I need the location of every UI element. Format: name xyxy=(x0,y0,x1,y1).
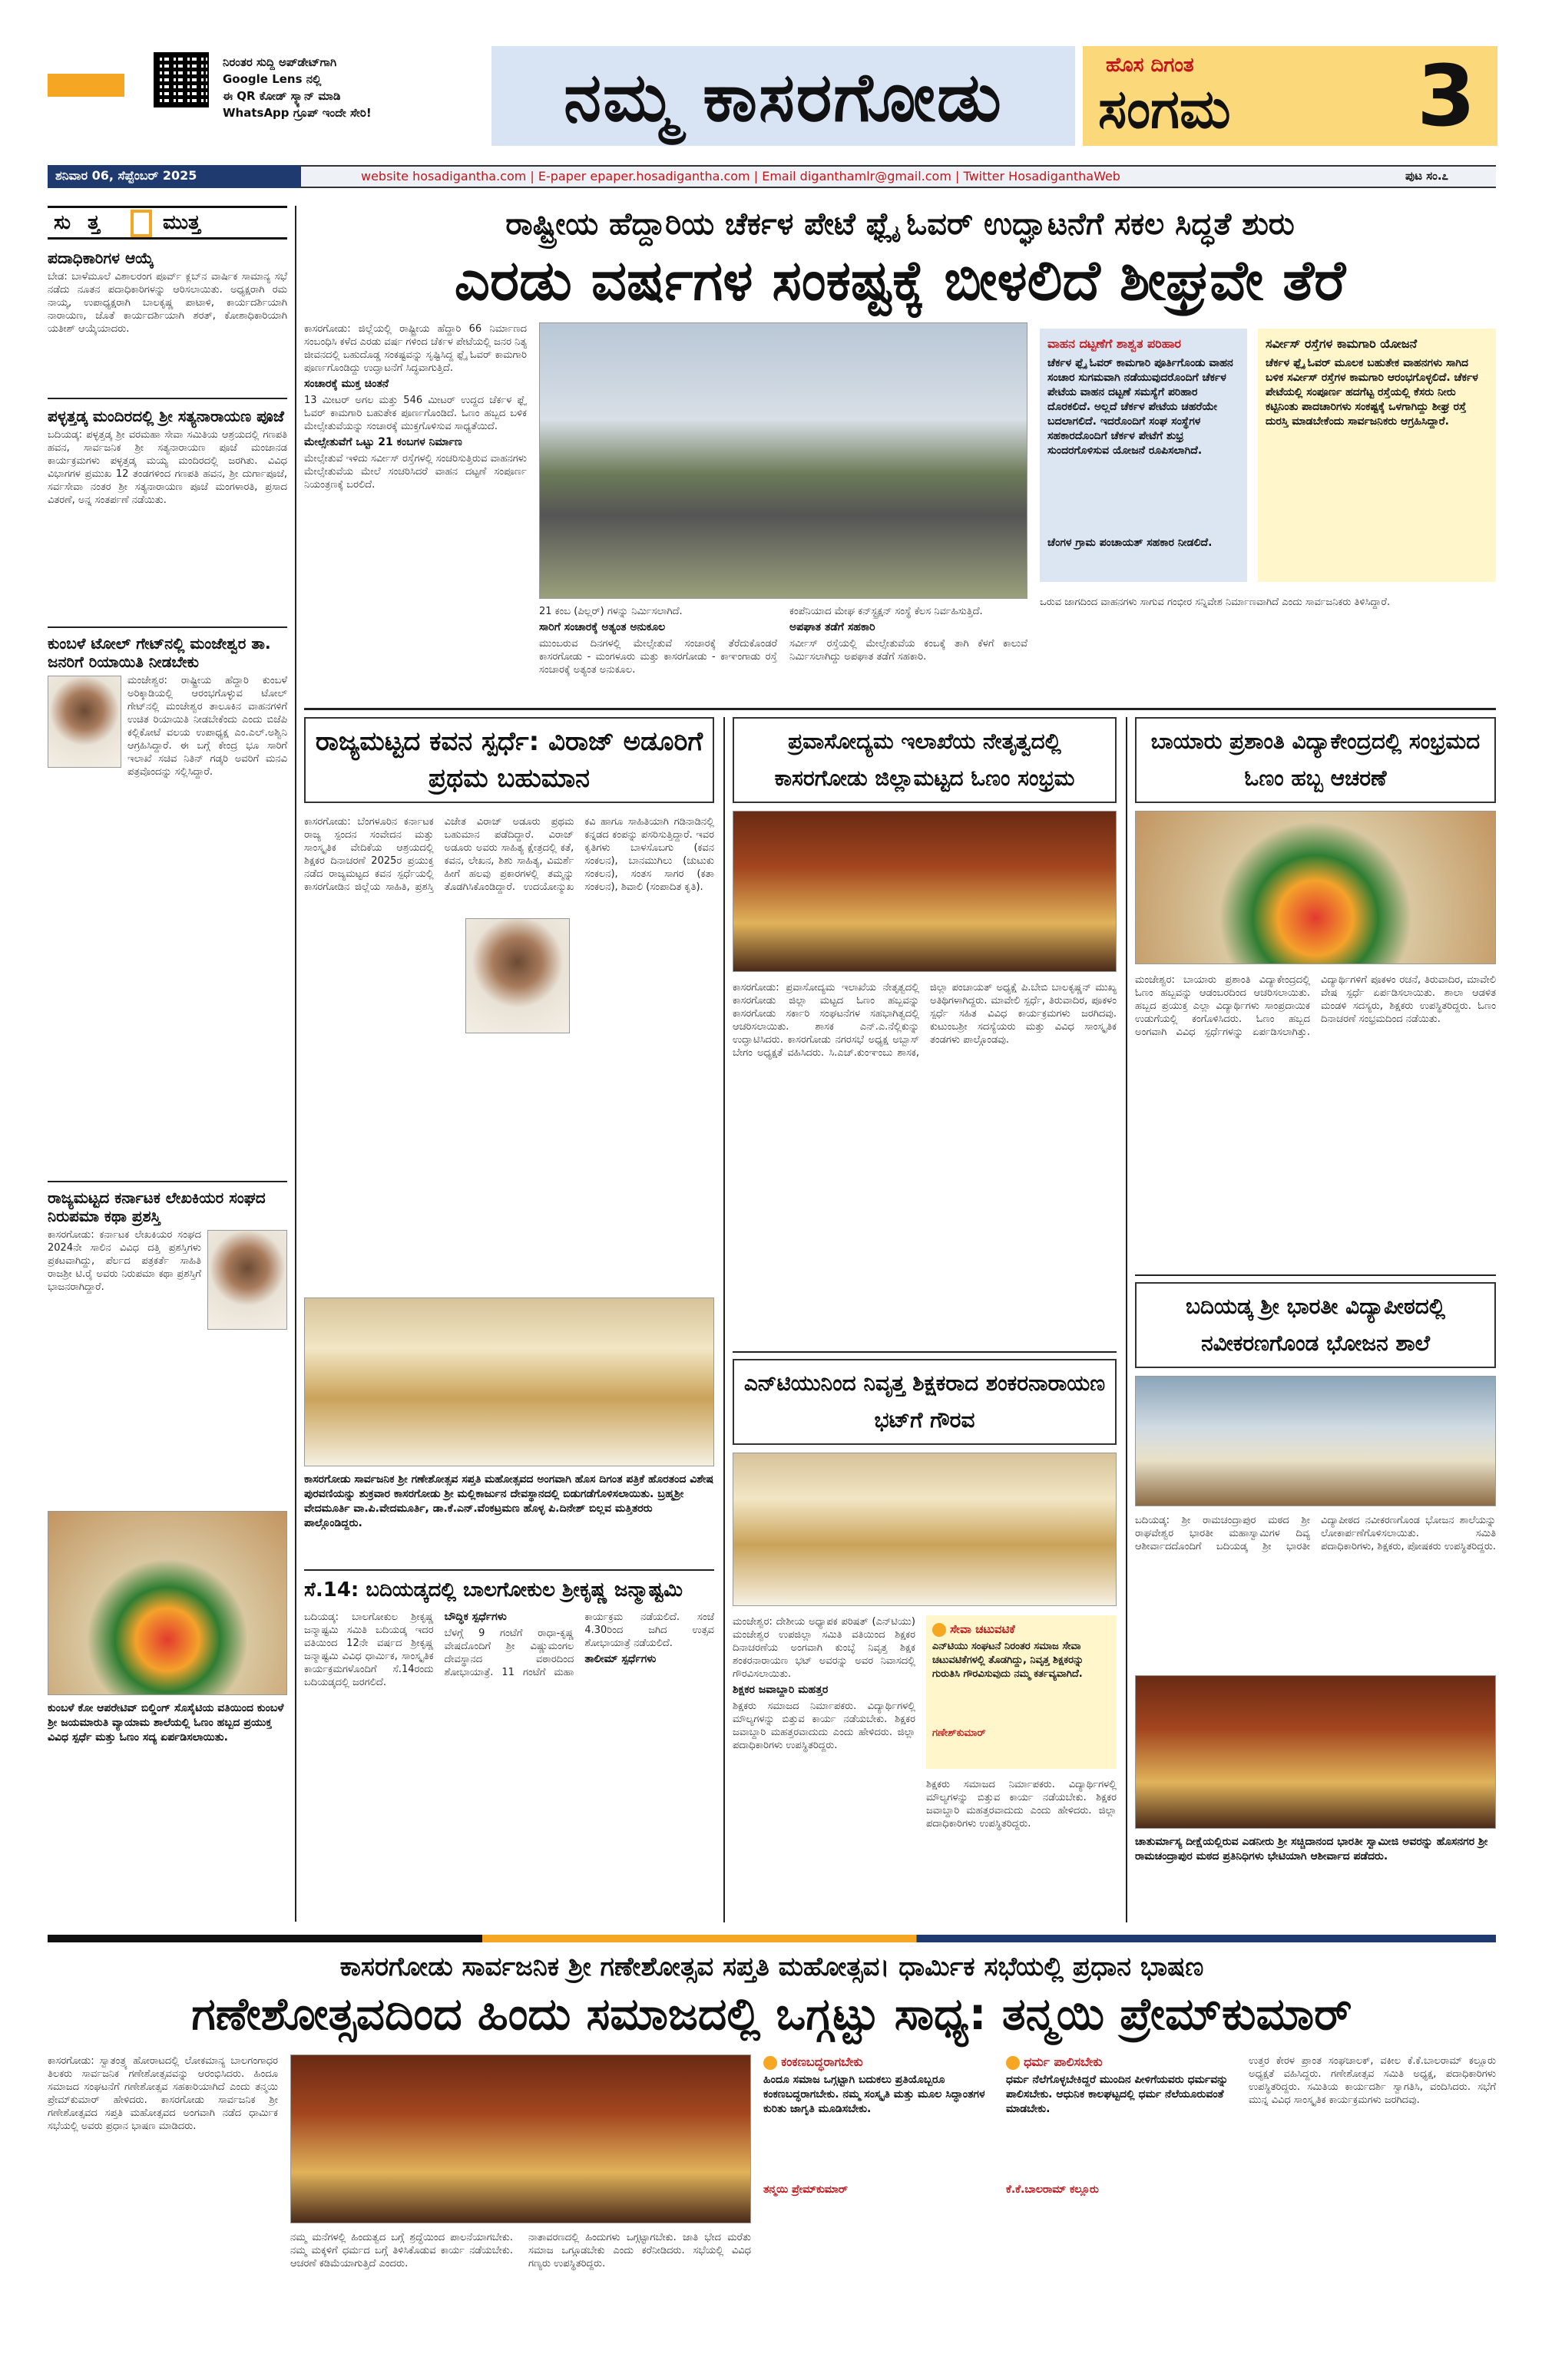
swamiji-photo xyxy=(1135,1675,1496,1829)
ntu-photo xyxy=(733,1453,1117,1606)
sidebar-title-mid: ತ್ತ xyxy=(88,211,100,234)
sidebar xyxy=(48,206,287,2094)
info-box-body: ಚೆರ್ಕಳ ಫ್ಲೈ ಓವರ್ ಮೂಲಕ ಬಹುತೇಕ ವಾಹನಗಳು ಸಾಗಿದ ಬಳಿಕ ಸರ್ವೀಸ್ ರಸ್ತೆಗಳ ಕಾಮಗಾರಿ ಆರಂಭಗೊಳ್ಳಲಿದೆ. ಚೆರ್ಕಳ ಪೇಟೆಯಲ್ಲಿ ಸಂಪೂರ್ಣ ಹದಗೆಟ್ಟ ರಸ್ತೆಯಲ್ಲಿ ಕೆಸರು ನೀರು ಕಟ್ಟಿನಿಂತು ಪಾದಚಾರಿಗಳು ಸಂಕಷ್ಟಕ್ಕೆ ಒಳಗಾಗಿದ್ದು ಶೀಘ್ರ ರಸ್ತೆ ದುರಸ್ತಿ ಮಾಡಬೇಕೆಂದು ಸಾರ್ವಜನಿಕರು ಆಗ್ರಹಿಸಿದ್ದಾರೆ. xyxy=(1266,357,1478,428)
sidebar-photo xyxy=(48,1511,287,1695)
brand-big: ಸಂಗಮ xyxy=(1098,78,1231,140)
story-body: ಬದಿಯಡ್ಕ: ಶ್ರೀ ರಾಮಚಂದ್ರಾಪುರ ಮಠದ ಶ್ರೀ ರಾಘವೇಶ್ವರ ಭಾರತೀ ಮಹಾಸ್ವಾಮಿಗಳ ದಿವ್ಯ ಆಶೀರ್ವಾದದೊಂದಿಗೆ ಬದಿಯಡ್ಕ ಶ್ರೀ ಭಾರತೀ ವಿದ್ಯಾಪೀಠದ ನವೀಕರಣಗೊಂಡ ಭೋಜನ ಶಾಲೆಯನ್ನು ಲೋಕಾರ್ಪಣೆಗೊಳಿಸಲಾಯಿತು. ಸಮಿತಿ ಪದಾಧಿಕಾರಿಗಳು, ಶಿಕ್ಷಕರು, ಪೋಷಕರು ಉಪಸ್ಥಿತರಿದ್ದರು. xyxy=(1135,1515,1496,1552)
lead-subhead: ಸಂಚಾರಕ್ಕೆ ಮುಕ್ತ ಚಿಂತನೆ xyxy=(304,378,389,390)
sidebar-item xyxy=(48,407,287,628)
story-headline: ಎನ್‌ಟಿಯುನಿಂದ ನಿವೃತ್ತ ಶಿಕ್ಷಕರಾದ ಶಂಕರನಾರಾಯಣ ಭಟ್‌ಗೆ ಗೌರವ xyxy=(743,1370,1106,1433)
story-subhead: ಶಿಕ್ಷಕರ ಜವಾಬ್ದಾರಿ ಮಹತ್ತರ xyxy=(733,1684,829,1696)
speaker-photo xyxy=(290,2054,751,2223)
bottom-headline: ಗಣೇಶೋತ್ಸವದಿಂದ ಹಿಂದು ಸಮಾಜದಲ್ಲಿ ಒಗ್ಗಟ್ಟು ಸಾಧ್ಯ: ತನ್ಮಯಿ ಪ್ರೇಮ್‌ಕುಮಾರ್ xyxy=(191,1988,1352,2040)
contact-links[interactable]: website hosadigantha.com | E-paper epaper.hosadigantha.com | Email diganthamlr@gmail.com | Twitter HosadiganthaWeb xyxy=(361,169,1120,183)
lead-subhead: ಮೇಲ್ಸೇತುವೆಗೆ ಒಟ್ಟು 21 ಕಂಬಗಳ ನಿರ್ಮಾಣ xyxy=(304,436,462,448)
sidebar-item xyxy=(48,1188,287,1512)
info-box-sign: ಚೆಂಗಳ ಗ್ರಾಮ ಪಂಚಾಯತ್ ಸಹಕಾರ ನೀಡಲಿದೆ. xyxy=(1047,537,1213,549)
sidebar-title xyxy=(48,206,287,240)
info-box-head: ವಾಹನ ದಟ್ಟಣೆಗೆ ಶಾಶ್ವತ ಪರಿಹಾರ xyxy=(1047,336,1181,351)
story-body xyxy=(733,1615,915,1915)
brand-small: ಹೊಸ ದಿಗಂತ xyxy=(1106,54,1194,77)
lead-body: ಮುಂಬರುವ ದಿನಗಳಲ್ಲಿ ಮೇಲ್ಸೇತುವೆ ಸಂಚಾರಕ್ಕೆ ತೆರೆದುಕೊಂಡರೆ ಕಾಸರಗೋಡು - ಮಂಗಳೂರು ಮತ್ತು ಕಾಸರಗೋಡು - ಕಾಞಂಗಾಡು ರಸ್ತೆ ಸಂಚಾರಕ್ಕೆ ಅತ್ಯಂತ ಅನುಕೂಲ. xyxy=(539,638,777,676)
sidebar-item-head: ಕುಂಬಳೆ ಟೋಲ್ ಗೇಟ್‌ನಲ್ಲಿ ಮಂಜೇಶ್ವರ ತಾ. ಜನರಿಗೆ ರಿಯಾಯಿತಿ ನೀಡಬೇಕು xyxy=(48,634,271,671)
sidebar-item-body: ಮಂಜೇಶ್ವರ: ರಾಷ್ಟ್ರೀಯ ಹೆದ್ದಾರಿ ಕುಂಬಳೆ ಅರಿಕ್ಕಾಡಿಯಲ್ಲಿ ಆರಂಭಗೊಳ್ಳುವ ಟೋಲ್ ಗೇಟ್‌ನಲ್ಲಿ ಮಂಜೇಶ್ವರ ತಾಲೂಕಿನ ವಾಹನಗಳಿಗೆ ಉಚಿತ ರಿಯಾಯಿತಿ ನೀಡಬೇಕೆಂದು ಎಂದು ಬಿಜೆಪಿ ಕಲ್ಲಿಕೋಟೆ ವಲಯ ಉಪಾಧ್ಯಕ್ಷ ಎಂ.ಎಲ್.ಅಶ್ವಿನಿ ಆಗ್ರಹಿಸಿದ್ದಾರೆ. ಈ ಬಗ್ಗೆ ಕೇಂದ್ರ ಭೂ ಸಾರಿಗೆ ಇಲಾಖೆ ಸಚಿವ ನಿತಿನ್ ಗಡ್ಕರಿ ಅವರಿಗೆ ಮನವಿ ಪತ್ರವೊಂದನ್ನು ಸಲ್ಲಿಸಿದ್ದಾರೆ. xyxy=(127,675,287,778)
sidebar-item-head: ರಾಜ್ಯಮಟ್ಟದ ಕರ್ನಾಟಕ ಲೇಖಕಿಯರ ಸಂಘದ ನಿರುಪಮಾ ಕಥಾ ಪ್ರಶಸ್ತಿ xyxy=(48,1188,266,1225)
sidebar-title-left: ಸು xyxy=(54,211,71,234)
flyover-photo xyxy=(539,322,1027,599)
lead-col xyxy=(539,605,777,689)
story-headline: ಬದಿಯಡ್ಕ ಶ್ರೀ ಭಾರತೀ ವಿದ್ಯಾಪೀಠದಲ್ಲಿ ನವೀಕರಣಗೊಂಡ ಭೋಜನ ಶಾಲೆ xyxy=(1185,1294,1446,1356)
story-paragraph: ಮಂಜೇಶ್ವರ: ದೇಶೀಯ ಅಧ್ಯಾಪಕ ಪರಿಷತ್ (ಎನ್‌ಟಿಯು) ಮಂಜೇಶ್ವರ ಉಪಜಿಲ್ಲಾ ಸಮಿತಿ ವತಿಯಿಂದ ಶಿಕ್ಷಕರ ದಿನಾಚರಣೆಯ ಅಂಗವಾಗಿ ಕುಂಬ್ಳೆ ನಿವೃತ್ತ ಶಿಕ್ಷಕ ಶಂಕರನಾರಾಯಣ ಭಟ್ ಅವರನ್ನು ಅವರ ನಿವಾಸದಲ್ಲಿ ಗೌರವಿಸಲಾಯಿತು. xyxy=(733,1616,915,1680)
dining-hall-photo xyxy=(1135,1376,1496,1506)
lead-body: ಕಾಸರಗೋಡು: ಜಿಲ್ಲೆಯಲ್ಲಿ ರಾಷ್ಟ್ರೀಯ ಹೆದ್ದಾರಿ 66 ನಿರ್ಮಾಣದ ಸಂಬಂಧಿಸಿ ಕಳೆದ ಎರಡು ವರ್ಷ ಗಳಿಂದ ಚೆರ್ಕಳ ಪೇಟೆಯಲ್ಲಿ ಜನರ ನಿತ್ಯ ಜೀವನದಲ್ಲಿ ಬಹುದೊಡ್ಡ ಸಂಕಷ್ಟವನ್ನು ಸೃಷ್ಟಿಸಿದ್ದ ಫ್ಲೈ ಓವರ್ ಕಾಮಗಾರಿ ಪೂರ್ಣಗೊಂಡಿದ್ದು ಉದ್ಘಾಟನೆಗೆ ಸಿದ್ಧವಾಗುತ್ತಿದೆ. xyxy=(304,323,527,374)
promo-line: ಈ QR ಕೋಡ್ ಸ್ಕ್ಯಾನ್ ಮಾಡಿ xyxy=(223,89,341,103)
story-subhead: ಬೌದ್ಧಿಕ ಸ್ಪರ್ಧೆಗಳು xyxy=(444,1611,507,1623)
story-headline: ರಾಜ್ಯಮಟ್ಟದ ಕವನ ಸ್ಪರ್ಧೆ: ವಿರಾಜ್ ಅಡೂರಿಗೆ ಪ್ರಥಮ ಬಹುಮಾನ xyxy=(315,726,703,794)
story-headline: ಪ್ರವಾಸೋದ್ಯಮ ಇಲಾಖೆಯ ನೇತೃತ್ವದಲ್ಲಿ ಕಾಸರಗೋಡು ಜಿಲ್ಲಾಮಟ್ಟದ ಓಣಂ ಸಂಭ್ರಮ xyxy=(774,729,1075,791)
lead-body: 13 ಮೀಟರ್ ಅಗಲ ಮತ್ತು 546 ಮೀಟರ್ ಉದ್ದದ ಚೆರ್ಕಳ ಫ್ಲೈ ಓವರ್ ಕಾಮಗಾರಿ ಬಹುತೇಕ ಪೂರ್ಣಗೊಂಡಿದೆ. ಓಣಂ ಹಬ್ಬದ ಬಳಿಕ ಮೇಲ್ಸೇತುವೆಯನ್ನು ಸಂಚಾರಕ್ಕೆ ಮುಕ್ತಗೊಳಿಸುವ ಸಾಧ್ಯತೆಯಿದೆ. xyxy=(304,395,527,432)
sidebar-item-head: ಪಳ್ಳತ್ತಡ್ಕ ಮಂದಿರದಲ್ಲಿ ಶ್ರೀ ಸತ್ಯನಾರಾಯಣ ಪೂಜೆ xyxy=(48,407,284,425)
section-rule xyxy=(733,1351,1117,1353)
mallikarjuna-photo xyxy=(304,1297,714,1466)
color-band xyxy=(48,1935,1496,1942)
photo-caption: ಚಾತುರ್ಮಾಸ್ಯ ದೀಕ್ಷೆಯಲ್ಲಿರುವ ಎಡನೀರು ಶ್ರೀ ಸಚ್ಚಿದಾನಂದ ಭಾರತೀ ಸ್ವಾಮೀಜಿ ಅವರನ್ನು ಹೊಸನಗರ ಶ್ರೀ ರಾಮಚಂದ್ರಾಪುರ ಮಠದ ಪ್ರತಿನಿಧಿಗಳು ಭೇಟಿಯಾಗಿ ಆಶೀರ್ವಾದ ಪಡೆದರು. xyxy=(1135,1836,1488,1863)
sidebar-rule xyxy=(48,398,287,399)
story-bayar-onam xyxy=(1135,717,1496,1270)
lead-body: ಕಂಪೆನಿಯಾದ ಮೇಘ ಕನ್‌ಸ್ಟ್ರಕ್ಷನ್ ಸಂಸ್ಥೆ ಕೆಲಸ ನಿರ್ವಹಿಸುತ್ತಿದೆ. xyxy=(789,606,983,617)
sidebar-item xyxy=(48,249,287,399)
lead-col xyxy=(304,322,527,683)
masthead-title: ನಮ್ಮ ಕಾಸರಗೋಡು xyxy=(564,58,1003,137)
photo-caption: ಕಾಸರಗೋಡು ಸಾರ್ವಜನಿಕ ಶ್ರೀ ಗಣೇಶೋತ್ಸವ ಸಪ್ತತಿ ಮಹೋತ್ಸವದ ಅಂಗವಾಗಿ ಹೊಸ ದಿಗಂತ ಪತ್ರಿಕೆ ಹೊರತಂದ ವಿಶೇಷ ಪುರವಣಿಯನ್ನು ಶುಕ್ರವಾರ ಕಾಸರಗೋಡು ಶ್ರೀ ಮಲ್ಲಿಕಾರ್ಜುನ ದೇವಸ್ಥಾನದಲ್ಲಿ ಬಿಡುಗಡೆಗೊಳಿಸಲಾಯಿತು. ಬ್ರಹ್ಮಶ್ರೀ ವೇದಮೂರ್ತಿ ವಾ.ಪಿ.ವೇದಮೂರ್ತಿ, ಡಾ.ಕೆ.ಎನ್.ವೆಂಕಟ್ರಮಣ ಹೊಳ್ಳ ಪಿ.ದಿನೇಶ್ ಬಿಲ್ಲವ ಮತ್ತಿತರರು ಪಾಲ್ಗೊಂಡಿದ್ದರು. xyxy=(304,1473,714,1529)
quote-head: ಧರ್ಮ ಪಾಲಿಸಬೇಕು xyxy=(1024,2054,1103,2069)
sidebar-item-body: ಕಾಸರಗೋಡು: ಕರ್ನಾಟಕ ಲೇಖಕಿಯರ ಸಂಘದ 2024ನೇ ಸಾಲಿನ ವಿವಿಧ ದತ್ತಿ ಪ್ರಶಸ್ತಿಗಳು ಪ್ರಕಟವಾಗಿದ್ದು, ಪೆರ್ಲದ ಪತ್ರಕರ್ತೆ ಸಾಹಿತಿ ರಾಜಶ್ರೀ ಟಿ.ರೈ ಅವರು ನಿರುಪಮಾ ಕಥಾ ಪ್ರಶಸ್ತಿಗೆ ಭಾಜನರಾಗಿದ್ದಾರೆ. xyxy=(48,1229,201,1293)
story-body: ಕಾಸರಗೋಡು: ಪ್ರವಾಸೋದ್ಯಮ ಇಲಾಖೆಯ ನೇತೃತ್ವದಲ್ಲಿ ಕಾಸರಗೋಡು ಜಿಲ್ಲಾ ಮಟ್ಟದ ಓಣಂ ಹಬ್ಬವನ್ನು ಕಾಸರಗೋಡು ಸರ್ಕಾರಿ ಸಂಘಟನೆಗಳ ಸಹಭಾಗಿತ್ವದಲ್ಲಿ ಆಚರಿಸಲಾಯಿತು. ಶಾಸಕ ಎನ್.ಎ.ನೆಲ್ಲಿಕುನ್ನು ಉದ್ಘಾಟಿಸಿದರು. ಕಾಸರಗೋಡು ನಗರಸಭೆ ಅಧ್ಯಕ್ಷ ಅಬ್ಬಾಸ್ ಬೇಗಂ ಅಧ್ಯಕ್ಷತೆ ವಹಿಸಿದರು. ಸಿ.ಎಚ್.ಕುಂಞಂಬು ಶಾಸಕ, ಜಿಲ್ಲಾ ಪಂಚಾಯತ್ ಅಧ್ಯಕ್ಷೆ ಪಿ.ಬೇಬಿ ಬಾಲಕೃಷ್ಣನ್ ಮುಖ್ಯ ಅತಿಥಿಗಳಾಗಿದ್ದರು. ಮಾವೇಲಿ ಸ್ಪರ್ಧೆ, ತಿರುವಾದಿರ, ಪೂಕಳಂ ಸ್ಪರ್ಧೆ ಸಹಿತ ವಿವಿಧ ಕಾರ್ಯಕ್ರಮಗಳು ಜರಗಿದವು. ಕುಟುಂಬಶ್ರೀ ಸದಸ್ಯೆಯರು ಮತ್ತು ವಿವಿಧ ಸಾಂಸ್ಕೃತಿಕ ತಂಡಗಳು ಪಾಲ್ಗೊಂಡವು. xyxy=(733,982,1117,1059)
quote-sign: ತನ್ಮಯಿ ಪ್ರೇಮ್‌ಕುಮಾರ್ xyxy=(763,2183,848,2196)
sidebar-portrait xyxy=(207,1230,287,1330)
story-bhojana-shale xyxy=(1135,1282,1496,1922)
bottom-body: ಉತ್ತರ ಕೇರಳ ಪ್ರಾಂತ ಸಂಘಚಾಲಕ್, ವಕೀಲ ಕೆ.ಕೆ.ಬಾಲರಾಮ್ ಕಲ್ಲೂರು ಅಧ್ಯಕ್ಷತೆ ವಹಿಸಿದ್ದರು. ಗಣೇಶೋತ್ಸವ ಸಮಿತಿ ಅಧ್ಯಕ್ಷ, ಪದಾಧಿಕಾರಿಗಳು ಉಪಸ್ಥಿತರಿದ್ದರು. ಸಮಿತಿಯ ಕಾರ್ಯದರ್ಶಿ ಸ್ವಾಗತಿಸಿ, ವಂದಿಸಿದರು. ಸಭೆಗೆ ಮುನ್ನ ವಿವಿಧ ಸಾಂಸ್ಕೃತಿಕ ಕಾರ್ಯಕ್ರಮಗಳು ಜರಗಿದವು. xyxy=(1249,2055,1496,2106)
story-body: ಶಿಕ್ಷಕರು ಸಮಾಜದ ನಿರ್ಮಾಪಕರು. ವಿದ್ಯಾರ್ಥಿಗಳಲ್ಲಿ ಮೌಲ್ಯಗಳನ್ನು ಬಿತ್ತುವ ಕಾರ್ಯ ನಡೆಯಬೇಕು. ಶಿಕ್ಷಕರ ಜವಾಬ್ದಾರಿ ಮಹತ್ತರವಾದುದು ಎಂದು ಹೇಳಿದರು. ಜಿಲ್ಲಾ ಪದಾಧಿಕಾರಿಗಳು ಉಪಸ್ಥಿತರಿದ್ದರು. xyxy=(926,1779,1117,1830)
story-body: ಮಂಜೇಶ್ವರ: ಬಾಯಾರು ಪ್ರಶಾಂತಿ ವಿದ್ಯಾಕೇಂದ್ರದಲ್ಲಿ ಓಣಂ ಹಬ್ಬವನ್ನು ಆಡಂಬರದಿಂದ ಆಚರಿಸಲಾಯಿತು. ಹಬ್ಬದ ಪ್ರಯುಕ್ತ ಎಲ್ಲಾ ವಿದ್ಯಾರ್ಥಿಗಳು ಸಾಂಪ್ರದಾಯಿಕ ಉಡುಗೆಯಲ್ಲಿ ಕಂಗೊಳಿಸಿದರು. ಓಣಂ ಹಬ್ಬದ ಅಂಗವಾಗಿ ವಿವಿಧ ಸ್ಪರ್ಧೆಗಳನ್ನು ಏರ್ಪಡಿಸಲಾಗಿತ್ತು. ವಿದ್ಯಾರ್ಥಿಗಳಿಗೆ ಪೂಕಳಂ ರಚನೆ, ತಿರುವಾದಿರ, ಮಾವೇಲಿ ವೇಷ ಸ್ಪರ್ಧೆ ಏರ್ಪಡಿಸಲಾಯಿತು. ಶಾಲಾ ಆಡಳಿತ ಮಂಡಳಿ ಸದಸ್ಯರು, ಶಿಕ್ಷಕರು ಉಪಸ್ಥಿತರಿದ್ದರು. ಓಣಂ ದಿನಾಚರಣೆ ಸಂಭ್ರಮದಿಂದ ನಡೆಯಿತು. xyxy=(1135,974,1496,1038)
quote-box xyxy=(1006,2054,1236,2231)
sidebar-photo-caption: ಕುಂಬಳೆ ಕೋ ಆಪರೇಟಿವ್ ಬಿಲ್ಡಿಂಗ್ ಸೊಸೈಟಿಯ ವತಿಯಿಂದ ಕುಂಬಳೆ ಶ್ರೀ ಜಯಮಾರುತಿ ವ್ಯಾಯಾಮ ಶಾಲೆಯಲ್ಲಿ ಓಣಂ ಹಬ್ಬದ ಪ್ರಯುಕ್ತ ವಿವಿಧ ಸ್ಪರ್ಧೆ ಮತ್ತು ಓಣಂ ಸದ್ಯ ಏರ್ಪಡಿಸಲಾಯಿತು. xyxy=(48,1702,284,1744)
section-rule xyxy=(1135,1274,1496,1276)
bottom-body: ನಮ್ಮ ಮನೆಗಳಲ್ಲಿ ಹಿಂದುತ್ವದ ಬಗ್ಗೆ ಶ್ರದ್ಧೆಯಿಂದ ಪಾಲನೆಯಾಗಬೇಕು. ನಮ್ಮ ಮಕ್ಕಳಿಗೆ ಧರ್ಮದ ಬಗ್ಗೆ ತಿಳಿಸಿಕೊಡುವ ಕಾರ್ಯ ನಡೆಯಬೇಕು. ಆಚರಣೆ ಕಡಿಮೆಯಾಗುತ್ತಿದೆ ಎಂದರು. xyxy=(290,2232,513,2269)
quote-head: ಸೇವಾ ಚಟುವಟಿಕೆ xyxy=(950,1622,1015,1636)
story-headline: ಬಾಯಾರು ಪ್ರಶಾಂತಿ ವಿದ್ಯಾಕೇಂದ್ರದಲ್ಲಿ ಸಂಭ್ರಮದ ಓಣಂ ಹಬ್ಬ ಆಚರಣೆ xyxy=(1150,729,1481,791)
bottom-kicker: ಕಾಸರಗೋಡು ಸಾರ್ವಜನಿಕ ಶ್ರೀ ಗಣೇಶೋತ್ಸವ ಸಪ್ತತಿ ಮಹೋತ್ಸವ। ಧಾರ್ಮಿಕ ಸಭೆಯಲ್ಲಿ ಪ್ರಧಾನ ಭಾಷಣ xyxy=(339,1952,1204,1982)
issue-date: ಶನಿವಾರ 06, ಸೆಪ್ಟೆಂಬರ್ 2025 xyxy=(55,168,197,183)
lead-story xyxy=(304,206,1496,705)
bottom-story xyxy=(48,1950,1496,2349)
story-paragraph: ಶಿಕ್ಷಕರು ಸಮಾಜದ ನಿರ್ಮಾಪಕರು. ವಿದ್ಯಾರ್ಥಿಗಳಲ್ಲಿ ಮೌಲ್ಯಗಳನ್ನು ಬಿತ್ತುವ ಕಾರ್ಯ ನಡೆಯಬೇಕು. ಶಿಕ್ಷಕರ ಜವಾಬ್ದಾರಿ ಮಹತ್ತರವಾದುದು ಎಂದು ಹೇಳಿದರು. ಜಿಲ್ಲಾ ಪದಾಧಿಕಾರಿಗಳು ಉಪಸ್ಥಿತರಿದ್ದರು. xyxy=(733,1701,915,1751)
lead-headline: ಎರಡು ವರ್ಷಗಳ ಸಂಕಷ್ಟಕ್ಕೆ ಬೀಳಲಿದೆ ಶೀಘ್ರವೇ ತೆರೆ xyxy=(454,248,1346,312)
promo-text xyxy=(223,54,499,121)
column-divider xyxy=(295,206,296,1922)
column-divider xyxy=(1126,717,1127,1922)
lead-body: ಸರ್ವೀಸ್ ರಸ್ತೆಯಲ್ಲಿ ಮೇಲ್ಸೇತುವೆಯ ಕಂಬಕ್ಕೆ ತಾಗಿ ಕೆಳಗೆ ಕಾಲುವೆ ನಿರ್ಮಿಸಲಾಗಿದ್ದು ಅಪಘಾತ ತಡೆಗೆ ಸಹಕಾರಿ. xyxy=(789,638,1027,663)
promo-line: Google Lens ನಲ್ಲಿ xyxy=(223,72,322,86)
orange-flag xyxy=(48,74,124,97)
section-rule xyxy=(304,708,1496,710)
quote-body: ಹಿಂದೂ ಸಮಾಜ ಒಗ್ಗಟ್ಟಾಗಿ ಬದುಕಲು ಪ್ರತಿಯೊಬ್ಬರೂ ಕಂಕಣಬದ್ಧರಾಗಬೇಕು. ನಮ್ಮ ಸಂಸ್ಕೃತಿ ಮತ್ತು ಮೂಲ ಸಿದ್ಧಾಂತಗಳ ಕುರಿತು ಜಾಗೃತಿ ಮೂಡಿಸಬೇಕು. xyxy=(763,2074,985,2115)
info-box xyxy=(1258,329,1496,582)
quote-head: ಕಂಕಣಬದ್ಧರಾಗಬೇಕು xyxy=(781,2054,863,2069)
story-paragraph: ಬದಿಯಡ್ಕ: ಬಾಲಗೋಕುಲ ಶ್ರೀಕೃಷ್ಣ ಜನ್ಮಾಷ್ಟಮಿ ಸಮಿತಿ ಬದಿಯಡ್ಕ ಇದರ ವತಿಯಿಂದ 12ನೇ ವರ್ಷದ ಶ್ರೀಕೃಷ್ಣ ಜನ್ಮಾಷ್ಟಮಿ ವಿವಿಧ ಧಾರ್ಮಿಕ, ಸಾಂಸ್ಕೃತಿಕ ಕಾರ್ಯಕ್ರಮಗಳೊಂದಿಗೆ ಸೆ.14ರಂದು ಬದಿಯಡ್ಕದಲ್ಲಿ ಜರಗಲಿದೆ. xyxy=(304,1611,434,1688)
column-divider xyxy=(723,717,725,1922)
promo-line: WhatsApp ಗ್ರೂಪ್ ಇಂದೇ ಸೇರಿ! xyxy=(223,106,372,120)
lead-col: ಒರುವ ಜಾಗದಿಂದ ವಾಹನಗಳು ಸಾಗುವ ಗಂಭೀರ ಸನ್ನಿವೇಶ ನಿರ್ಮಾಣವಾಗಿದೆ ಎಂದು ಸಾರ್ವಜನಿಕರು ತಿಳಿಸಿದ್ದಾರೆ. xyxy=(1040,597,1391,608)
onam-photo xyxy=(733,811,1117,972)
promo-line: ನಿರಂತರ ಸುದ್ದಿ ಅಪ್‌ಡೇಟ್‌ಗಾಗಿ xyxy=(223,55,337,69)
section-rule xyxy=(304,1569,714,1571)
school-onam-photo xyxy=(1135,811,1496,964)
lead-subhead: ಅಪಘಾತ ತಡೆಗೆ ಸಹಕಾರಿ xyxy=(789,621,875,633)
quote-body: ಧರ್ಮ ನೆಲೆಗೊಳ್ಳಬೇಕಿದ್ದರೆ ಮುಂದಿನ ಪೀಳಿಗೆಯವರು ಧರ್ಮವನ್ನು ಪಾಲಿಸಬೇಕು. ಆಧುನಿಕ ಕಾಲಘಟ್ಟದಲ್ಲಿ ಧರ್ಮ ನೆಲೆಯೂರುವಂತೆ ಮಾಡಬೇಕು. xyxy=(1006,2074,1229,2115)
story-body: ಕಾಸರಗೋಡು: ಬೆಂಗಳೂರಿನ ಕರ್ನಾಟಕ ರಾಜ್ಯ ಸ್ಪಂದನ ಸಂವೇದನ ಮತ್ತು ಸಾಂಸ್ಕೃತಿಕ ವೇದಿಕೆಯ ಆಶ್ರಯದಲ್ಲಿ ಶಿಕ್ಷಕರ ದಿನಾಚರಣೆ 2025ರ ಪ್ರಯುಕ್ತ ನಡೆದ ರಾಜ್ಯಮಟ್ಟದ ಕವನ ಸ್ಪರ್ಧೆಯಲ್ಲಿ ಕಾಸರಗೋಡಿನ ಜಿಲ್ಲೆಯ ಸಾಹಿತಿ, ಪ್ರಶಸ್ತಿ ವಿಜೇತ ವಿರಾಜ್ ಅಡೂರು ಪ್ರಥಮ ಬಹುಮಾನ ಪಡೆದಿದ್ದಾರೆ. ವಿರಾಜ್ ಅಡೂರು ಅವರು ಸಾಹಿತ್ಯ ಕ್ಷೇತ್ರದಲ್ಲಿ ಕತೆ, ಕವನ, ಲೇಖನ, ಶಿಶು ಸಾಹಿತ್ಯ, ವಿಮರ್ಶೆ ಹೀಗೆ ಹಲವು ಪ್ರಕಾರಗಳಲ್ಲಿ ತಮ್ಮನ್ನು ತೊಡಗಿಸಿಕೊಂಡಿದ್ದಾರೆ. ಉದಯೋನ್ಮುಖ ಕವಿ ಹಾಗೂ ಸಾಹಿತಿಯಾಗಿ ಗಡಿನಾಡಿನಲ್ಲಿ ಕನ್ನಡದ ಕಂಪನ್ನು ಪಸರಿಸುತ್ತಿದ್ದಾರೆ. ಇವರ ಕೃತಿಗಳು ಬಾಳಸೊಬಗು (ಕವನ ಸಂಕಲನ), ಬಾನಮುಗಿಲು (ಚುಟುಕು ಸಂಕಲನ), ಸಂತಸ ಸಾಗರ (ಕತಾ ಸಂಕಲನ), ಶಿವಾಲಿ (ಸಂಪಾದಿತ ಕೃತಿ). xyxy=(304,816,714,893)
quote-icon xyxy=(763,2056,777,2070)
sidebar-door-icon xyxy=(131,210,152,237)
bottom-body: ಕಾಸರಗೋಡು: ಸ್ವಾತಂತ್ರ್ಯ ಹೋರಾಟದಲ್ಲಿ ಲೋಕಮಾನ್ಯ ಬಾಲಗಂಗಾಧರ ತಿಲಕರು ಸಾರ್ವಜನಿಕ ಗಣೇಶೋತ್ಸವವನ್ನು ಆರಂಭಿಸಿದರು. ಹಿಂದೂ ಸಮಾಜದ ಸಂಘಟನೆಗೆ ಗಣೇಶೋತ್ಸವ ಸಹಕಾರಿಯಾಗಿದೆ ಎಂದು ತನ್ಮಯಿ ಪ್ರೇಮ್‌ಕುಮಾರ್ ಹೇಳಿದರು. ಕಾಸರಗೋಡು ಸಾರ್ವಜನಿಕ ಶ್ರೀ ಗಣೇಶೋತ್ಸವದ ಸಪ್ತತಿ ಮಹೋತ್ಸವದ ಅಂಗವಾಗಿ ನಡೆದ ಧಾರ್ಮಿಕ ಸಭೆಯಲ್ಲಿ ಅವರು ಪ್ರಧಾನ ಭಾಷಣ ಮಾಡಿದರು. xyxy=(48,2055,278,2132)
page-label: ಪುಟ ಸಂ.೭ xyxy=(1405,169,1448,183)
sidebar-title-right: ಮುತ್ತ xyxy=(163,211,200,234)
story-subhead: ತಾಲೀಮ್ ಸ್ಪರ್ಧೆಗಳು xyxy=(584,1653,657,1665)
quote-icon xyxy=(1006,2056,1020,2070)
quote-sign: ಗಣೇಶ್‌ಕುಮಾರ್ xyxy=(932,1727,986,1739)
story-janmashtami xyxy=(304,1577,714,1922)
story-onam-tourism xyxy=(733,717,1117,1347)
masthead xyxy=(0,0,1542,192)
lead-body: ಮೇಲ್ಸೇತುವೆ ಇಳಿದು ಸರ್ವೀಸ್ ರಸ್ತೆಗಳಲ್ಲಿ ಸಂಚರಿಸುತ್ತಿರುವ ವಾಹನಗಳು ಮೇಲ್ಸೇತುವೆಯ ಮೇಲೆ ಸಂಚರಿಸಿದರೆ ವಾಹನ ದಟ್ಟಣೆ ಸಂಪೂರ್ಣ ನಿಯಂತ್ರಣಕ್ಕೆ ಬರಲಿದೆ. xyxy=(304,453,527,491)
info-box xyxy=(1040,329,1247,582)
lead-col xyxy=(789,605,1027,689)
lead-body: 21 ಕಂಬ (ಪಿಲ್ಲರ್) ಗಳನ್ನು ನಿರ್ಮಿಸಲಾಗಿದೆ. xyxy=(539,606,683,617)
quote-box xyxy=(763,2054,994,2231)
sidebar-rule xyxy=(48,1181,287,1182)
story-paragraph: ಬೆಳಗ್ಗೆ 9 ಗಂಟೆಗೆ ರಾಧಾ-ಕೃಷ್ಣ ವೇಷದೊಂದಿಗೆ ಶ್ರೀ ವಿಷ್ಣುಮಂಗಲ ದೇವಸ್ಥಾನದ ವಠಾರದಿಂದ ಶೋಭಾಯಾತ್ರೆ. 11 ಗಂಟೆಗೆ ಮಹಾ ಕಾರ್ಯಕ್ರಮ ನಡೆಯಲಿದೆ. ಸಂಜೆ 4.30ರಿಂದ ಜಗಿದ ಉತ್ಸವ ಶೋಭಾಯಾತ್ರೆ ನಡೆಯಲಿದೆ. xyxy=(444,1611,714,1678)
sidebar-item-body: ಬದಿಯಡ್ಕ: ಪಳ್ಳತ್ತಡ್ಕ ಶ್ರೀ ವರಮಹಾ ಸೇವಾ ಸಮಿತಿಯ ಆಶ್ರಯದಲ್ಲಿ ಗಣಪತಿ ಹವನ, ಸಾರ್ವಜನಿಕ ಶ್ರೀ ಸತ್ಯನಾರಾಯಣ ಪೂಜೆ ಮಂಜಾನಡ ಕಾರ್ಯಕ್ರಮಗಳು ಪಳ್ಳತ್ತಡ್ಕ ಮಯ್ಯ ಮಂದಿರದಲ್ಲಿ ಜರಗಿತು. ವಿವಿಧ ವಿಭಾಗಗಳ ಪ್ರಮುಖ 12 ತಂಡಗಳಿಂದ ಗಣಪತಿ ಹವನ, ಶ್ರೀ ದುರ್ಗಾಪೂಜೆ, ಸರ್ವಸೇವಾ ನಂತರ ಶ್ರೀ ಸತ್ಯನಾರಾಯಣ ಪೂಜೆ ಮಂಗಳಾರತಿ, ಪ್ರಸಾದ ವಿತರಣೆ, ಅನ್ನ ಸಂತರ್ಪಣೆ ನಡೆಯಿತು. xyxy=(48,429,287,506)
page-number: 3 xyxy=(1417,47,1476,145)
bottom-body: ನಾತಾವರಣದಲ್ಲಿ ಹಿಂದುಗಳು ಒಗ್ಗಟ್ಟಾಗಬೇಕು. ಜಾತಿ ಭೇದ ಮರೆತು ಸಮಾಜ ಒಗ್ಗೂಡಬೇಕು ಎಂದು ಕರೆನೀಡಿದರು. ಸಭೆಯಲ್ಲಿ ವಿವಿಧ ಗಣ್ಯರು ಉಪಸ್ಥಿತರಿದ್ದರು. xyxy=(528,2232,751,2269)
quote-box xyxy=(926,1615,1117,1769)
story-body xyxy=(304,1611,714,1918)
sidebar-rule xyxy=(48,626,287,628)
story-kavana xyxy=(304,717,714,1308)
qr-code[interactable] xyxy=(154,52,209,107)
lead-subhead: ಸಾರಿಗೆ ಸಂಚಾರಕ್ಕೆ ಅತ್ಯಂತ ಅನುಕೂಲ xyxy=(539,621,666,633)
sidebar-item xyxy=(48,634,287,1073)
sidebar-portrait xyxy=(48,676,121,768)
sidebar-item-head: ಪದಾಧಿಕಾರಿಗಳ ಆಯ್ಕೆ xyxy=(48,249,154,267)
quote-icon xyxy=(932,1623,946,1637)
story-headline: ಸೆ.14: ಬದಿಯಡ್ಕದಲ್ಲಿ ಬಾಲಗೋಕುಲ ಶ್ರೀಕೃಷ್ಣ ಜನ್ಮಾಷ್ಟಮಿ xyxy=(304,1578,683,1602)
sidebar-item-body: ಬೇಡ: ಬಾಳೆಮೂಲೆ ವಿಶಾಲರಂಗ ಪೂರ್ವ್ ಕ್ಲಬ್‌ನ ವಾರ್ಷಿಕ ಸಾಮಾನ್ಯ ಸಭೆ ನಡೆದು ನೂತನ ಪದಾಧಿಕಾರಿಗಳನ್ನು ಆರಿಸಲಾಯಿತು. ಅಧ್ಯಕ್ಷರಾಗಿ ರಮ ನಾಯ್ಕ, ಉಪಾಧ್ಯಕ್ಷರಾಗಿ ಬಾಲಕೃಷ್ಣ ಪಾಟಾಳಿ, ಕಾರ್ಯದರ್ಶಿಯಾಗಿ ನಾರಾಯಣ, ಜೊತೆ ಕಾರ್ಯದರ್ಶಿಯಾಗಿ ಶರತ್, ಕೋಶಾಧಿಕಾರಿಯಾಗಿ ಯತೀಶ್ ಆಯ್ಕೆಯಾದರು. xyxy=(48,271,287,335)
info-box-body: ಚೆರ್ಕಳ ಫ್ಲೈ ಓವರ್ ಕಾಮಗಾರಿ ಪೂರ್ತಿಗೊಂಡು ವಾಹನ ಸಂಚಾರ ಸುಗಮವಾಗಿ ನಡೆಯುವುದರೊಂದಿಗೆ ಚೆರ್ಕಳ ಪೇಟೆಯ ವಾಹನ ದಟ್ಟಣೆ ಸಮಸ್ಯೆಗೆ ಪರಿಹಾರ ದೊರಕಲಿದೆ. ಅಲ್ಲದೆ ಚೆರ್ಕಳ ಪೇಟೆಯ ಚಹರೆಯೇ ಬದಲಾಗಲಿದೆ. ಇದರೊಂದಿಗೆ ಸಂಘ ಸಂಸ್ಥೆಗಳ ಸಹಕಾರದೊಂದಿಗೆ ಚೆರ್ಕಳ ಪೇಟೆಗೆ ಶುಭ್ರ ಸುಂದರಗೊಳಿಸುವ ಯೋಜನೆ ರೂಪಿಸಲಾಗಿದೆ. xyxy=(1047,357,1233,457)
quote-sign: ಕೆ.ಕೆ.ಬಾಲರಾಮ್ ಕಲ್ಲೂರು xyxy=(1006,2183,1099,2196)
story-ntu xyxy=(733,1359,1117,1922)
lead-kicker: ರಾಷ್ಟ್ರೀಯ ಹೆದ್ದಾರಿಯ ಚೆರ್ಕಳ ಪೇಟೆ ಫ್ಲೈ ಓವರ್ ಉದ್ಘಾಟನೆಗೆ ಸಕಲ ಸಿದ್ಧತೆ ಶುರು xyxy=(505,207,1295,242)
info-box-head: ಸರ್ವೀಸ್ ರಸ್ತೆಗಳ ಕಾಮಗಾರಿ ಯೋಜನೆ xyxy=(1266,336,1418,351)
quote-body: ಎನ್‌ಟಿಯು ಸಂಘಟನೆ ನಿರಂತರ ಸಮಾಜ ಸೇವಾ ಚಟುವಟಿಕೆಗಳಲ್ಲಿ ತೊಡಗಿದ್ದು, ನಿವೃತ್ತ ಶಿಕ್ಷಕರನ್ನು ಗುರುತಿಸಿ ಗೌರವಿಸುವುದು ನಮ್ಮ ಕರ್ತವ್ಯವಾಗಿದೆ. xyxy=(932,1640,1084,1680)
